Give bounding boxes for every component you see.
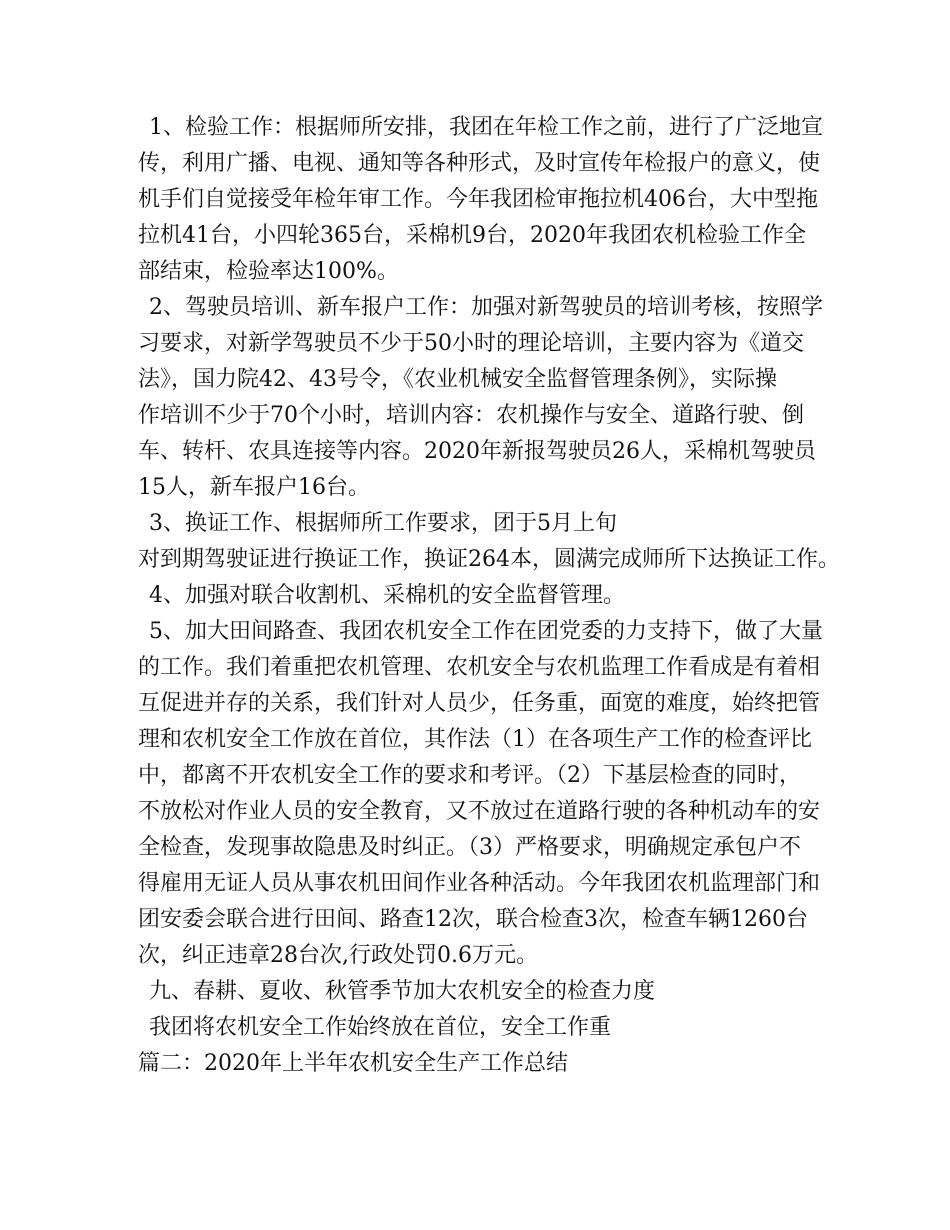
text-line-3: 机手们自觉接受年检年审工作。今年我团检审拖拉机406台，大中型拖 [138,187,818,212]
text-line-6: 2、驾驶员培训、新车报户工作：加强对新驾驶员的培训考核，按照学 [149,295,823,320]
text-line-9: 作培训不少于70个小时，培训内容：农机操作与安全、道路行驶、倒 [138,403,804,428]
text-line-14: 4、加强对联合收割机、采棉机的安全监督管理。 [149,583,625,608]
text-line-26: 我团将农机安全工作始终放在首位，安全工作重 [149,1015,612,1040]
text-line-4: 拉机41台，小四轮365台，采棉机9台，2020年我团农机检验工作全 [138,223,806,248]
text-line-21: 全检查，发现事故隐患及时纠正。（3）严格要求，明确规定承包户不 [138,835,801,860]
text-line-20: 不放松对作业人员的安全教育，又不放过在道路行驶的各种机动车的安 [138,799,821,824]
text-line-13: 对到期驾驶证进行换证工作，换证264本，圆满完成师所下达换证工作。 [138,547,840,572]
text-line-19: 中，都离不开农机安全工作的要求和考评。（2）下基层检查的同时， [138,763,801,788]
text-line-15: 5、加大田间路查、我团农机安全工作在团党委的力支持下，做了大量 [149,619,823,644]
text-line-12: 3、换证工作、根据师所工作要求，团于5月上旬 [149,511,617,536]
document-body [138,110,840,1082]
text-line-5: 部结束，检验率达100%。 [138,259,399,284]
text-line-1: 1、检验工作：根据师所安排，我团在年检工作之前，进行了广泛地宣 [149,115,823,140]
text-line-25: 九、春耕、夏收、秋管季节加大农机安全的检查力度 [149,979,656,1004]
text-line-23: 团安委会联合进行田间、路查12次，联合检查3次，检查车辆1260台 [138,907,808,932]
text-line-10: 车、转杆、农具连接等内容。2020年新报驾驶员26人，采棉机驾驶员 [138,439,816,464]
text-line-2: 传，利用广播、电视、通知等各种形式，及时宣传年检报户的意义，使 [138,151,821,176]
text-line-18: 理和农机安全工作放在首位，其作法（1）在各项生产工作的检查评比 [138,727,812,752]
text-line-22: 得雇用无证人员从事农机田间作业各种活动。今年我团农机监理部门和 [138,871,821,896]
text-line-8: 法》，国力院42、43号令，《农业机械安全监督管理条例》，实际操 [138,367,777,392]
text-line-17: 互促进并存的关系，我们针对人员少，任务重，面宽的难度，始终把管 [138,691,821,716]
text-line-27: 篇二：2020年上半年农机安全生产工作总结 [138,1051,568,1076]
text-line-7: 习要求，对新学驾驶员不少于50小时的理论培训，主要内容为《道交 [138,331,804,356]
text-line-24: 次，纠正违章28台次,行政处罚0.6万元。 [138,943,538,968]
text-line-11: 15人，新车报户16台。 [138,475,370,500]
text-line-16: 的工作。我们着重把农机管理、农机安全与农机监理工作看成是有着相 [138,655,821,680]
